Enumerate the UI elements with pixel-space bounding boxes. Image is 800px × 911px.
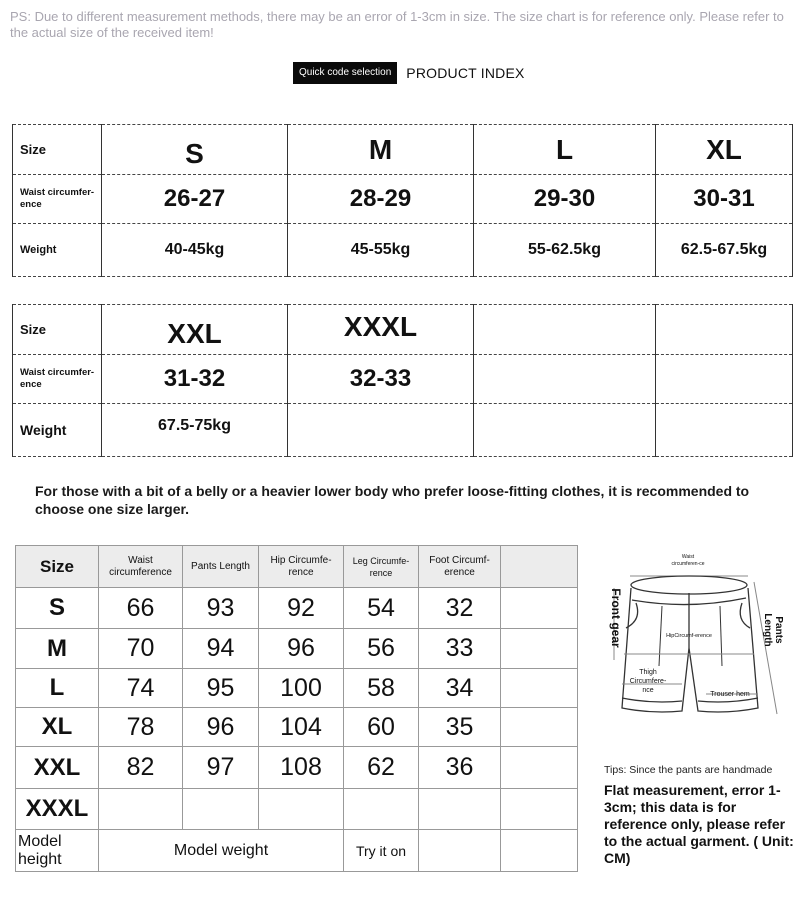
value-cell: 32: [419, 588, 501, 629]
table-row: [16, 629, 578, 669]
model-row: [16, 830, 578, 872]
value-cell: 100: [259, 669, 344, 708]
value-cell: [99, 789, 183, 830]
value-cell: 95: [183, 669, 259, 708]
size-cell: L: [16, 669, 99, 708]
value-cell: [501, 708, 578, 747]
weight-cell: [288, 404, 474, 457]
hem-label: Trouser hem: [710, 691, 750, 698]
size-cell: [474, 305, 656, 355]
value-cell: 93: [183, 588, 259, 629]
value-cell: [501, 629, 578, 669]
thigh-label: Thigh Circumfere-nce: [629, 669, 667, 694]
measurement-table: [15, 545, 578, 872]
table-row: [16, 588, 578, 629]
value-cell: 70: [99, 629, 183, 669]
value-cell: [259, 789, 344, 830]
waist-cell: [474, 355, 656, 404]
product-index-title: PRODUCT INDEX: [406, 65, 525, 81]
value-cell: 96: [259, 629, 344, 669]
waist-label: Waist circumferen-ce: [671, 554, 705, 567]
size-cell: XL: [16, 708, 99, 747]
weight-cell: 55-62.5kg: [474, 224, 656, 277]
measurement-disclaimer: PS: Due to different measurement methods, there may be an error of 1-3cm in size. The size chart is for reference only. Please refer to the actual size of the received item!: [10, 9, 784, 40]
table-row: [16, 708, 578, 747]
value-cell: 60: [344, 708, 419, 747]
value-cell: 74: [99, 669, 183, 708]
header-cell: Size: [16, 546, 99, 588]
model-height-label: Model height: [16, 830, 99, 872]
size-cell: M: [16, 629, 99, 669]
size-cell: XXL: [16, 747, 99, 789]
weight-cell: 67.5-75kg: [102, 404, 288, 457]
product-index-header: [293, 62, 525, 84]
value-cell: 96: [183, 708, 259, 747]
value-cell: 104: [259, 708, 344, 747]
header-cell: Waist circumference: [99, 546, 183, 588]
weight-cell: [474, 404, 656, 457]
size-row: [13, 305, 793, 355]
value-cell: 92: [259, 588, 344, 629]
weight-cell: [656, 404, 793, 457]
value-cell: [183, 789, 259, 830]
row-label-size: Size: [13, 305, 102, 355]
row-label-weight: Weight: [13, 224, 102, 277]
value-cell: 56: [344, 629, 419, 669]
size-weight-table-1: [12, 124, 793, 277]
header-cell: Foot Circumf-erence: [419, 546, 501, 588]
value-cell: [501, 789, 578, 830]
waist-cell: 29-30: [474, 175, 656, 224]
weight-cell: 62.5-67.5kg: [656, 224, 793, 277]
table-row: [16, 747, 578, 789]
size-row: [13, 125, 793, 175]
try-it-on-label: Try it on: [344, 830, 419, 872]
quick-code-badge: Quick code selection: [293, 62, 397, 84]
tips-handmade-note: Tips: Since the pants are handmade: [604, 764, 773, 776]
value-cell: 33: [419, 629, 501, 669]
waist-cell: 28-29: [288, 175, 474, 224]
size-cell: [656, 305, 793, 355]
header-row: [16, 546, 578, 588]
table-row: [16, 669, 578, 708]
value-cell: [501, 588, 578, 629]
size-cell: XXXL: [16, 789, 99, 830]
value-cell: 94: [183, 629, 259, 669]
value-cell: 34: [419, 669, 501, 708]
pants-length-label: Pants Length: [762, 613, 784, 647]
shorts-measurement-diagram: [582, 548, 792, 728]
row-label-size: Size: [13, 125, 102, 175]
value-cell: 78: [99, 708, 183, 747]
tips-measurement-note: Flat measurement, error 1-3cm; this data is for reference only, please refer to the actual garment. ( Unit: CM): [604, 782, 794, 866]
waist-cell: 30-31: [656, 175, 793, 224]
value-cell: 62: [344, 747, 419, 789]
size-cell: S: [102, 125, 288, 175]
weight-row: [13, 404, 793, 457]
weight-cell: 40-45kg: [102, 224, 288, 277]
row-label-waist: Waist circumfer-ence: [13, 175, 102, 224]
size-cell: S: [16, 588, 99, 629]
waist-cell: [656, 355, 793, 404]
value-cell: [501, 669, 578, 708]
table-row: [16, 789, 578, 830]
size-cell: M: [288, 125, 474, 175]
front-gear-label: Front gear: [609, 588, 623, 648]
size-cell: L: [474, 125, 656, 175]
empty-cell: [419, 830, 501, 872]
hip-label: HipCircumf-erence: [666, 633, 712, 639]
value-cell: 58: [344, 669, 419, 708]
size-cell: XXXL: [288, 305, 474, 355]
value-cell: 35: [419, 708, 501, 747]
waist-row: [13, 355, 793, 404]
waist-cell: 31-32: [102, 355, 288, 404]
value-cell: 66: [99, 588, 183, 629]
value-cell: 108: [259, 747, 344, 789]
header-cell: [501, 546, 578, 588]
waist-cell: 32-33: [288, 355, 474, 404]
fit-advice: For those with a bit of a belly or a heavier lower body who prefer loose-fitting clothes, it is recommended to choose one size larger.: [35, 483, 750, 517]
waist-cell: 26-27: [102, 175, 288, 224]
size-cell: XL: [656, 125, 793, 175]
empty-cell: [501, 830, 578, 872]
weight-cell: 45-55kg: [288, 224, 474, 277]
header-cell: Leg Circumfe-rence: [344, 546, 419, 588]
size-weight-table-2: [12, 304, 793, 457]
weight-row: [13, 224, 793, 277]
size-cell: XXL: [102, 305, 288, 355]
row-label-waist: Waist circumfer-ence: [13, 355, 102, 404]
value-cell: [344, 789, 419, 830]
value-cell: 97: [183, 747, 259, 789]
value-cell: 36: [419, 747, 501, 789]
header-cell: Hip Circumfe-rence: [259, 546, 344, 588]
value-cell: 54: [344, 588, 419, 629]
header-cell: Pants Length: [183, 546, 259, 588]
value-cell: 82: [99, 747, 183, 789]
row-label-weight: Weight: [13, 404, 102, 457]
value-cell: [501, 747, 578, 789]
value-cell: [419, 789, 501, 830]
waist-row: [13, 175, 793, 224]
model-weight-label: Model weight: [99, 830, 344, 872]
